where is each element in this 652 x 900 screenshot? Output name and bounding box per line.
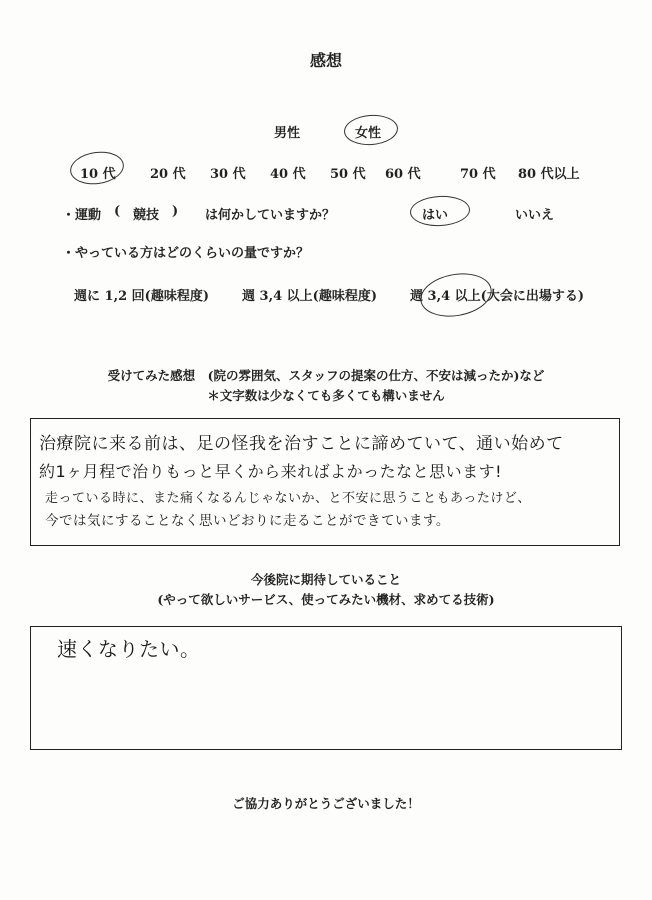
- impression-answer-box: [30, 418, 620, 546]
- sport-word: 競技: [133, 208, 160, 223]
- age-option[interactable]: 30 代: [210, 167, 246, 182]
- expectation-heading: 今後院に期待していること: [250, 572, 401, 587]
- handwritten-answer: 速くなりたい。: [57, 637, 201, 661]
- handwritten-line: 走っている時に、また痛くなるんじゃないか、と不安に思うこともあったけど、: [45, 491, 531, 506]
- amount-option[interactable]: 週 3,4 以上(趣味程度): [242, 289, 377, 304]
- age-option[interactable]: 80 代以上: [518, 167, 580, 182]
- handwritten-line: 約1ヶ月程で治りもっと早くから来ればよかったなと思います!: [39, 462, 503, 481]
- gender-male[interactable]: 男性: [274, 126, 301, 141]
- gender-female[interactable]: 女性: [355, 126, 382, 141]
- amount-question: ・やっている方はどのくらいの量ですか？: [62, 246, 310, 261]
- handwritten-line: 今では気にすることなく思いどおりに走ることができています。: [45, 513, 450, 529]
- selection-circle: [409, 194, 470, 227]
- expectation-subheading: (やって欲しいサービス、使ってみたい機材、求めてる技術): [157, 592, 495, 607]
- handwritten-line: 治療院に来る前は、足の怪我を治すことに諦めていて、通い始めて: [39, 434, 564, 454]
- sport-question-prefix: ・運動: [62, 208, 102, 223]
- answer-yes[interactable]: はい: [422, 208, 449, 223]
- amount-option[interactable]: 週に 1,2 回(趣味程度): [74, 289, 209, 304]
- expectation-answer-box: [30, 626, 622, 750]
- paren-open: (: [114, 204, 121, 219]
- thanks-message: ご協力ありがとうございました！: [232, 796, 420, 811]
- selection-circle: [343, 113, 399, 147]
- age-option[interactable]: 50 代: [330, 167, 366, 182]
- paren-close: ): [172, 204, 179, 219]
- impression-heading: 受けてみた感想 (院の雰囲気、スタッフの提案の仕方、不安は減ったか)など: [107, 368, 545, 383]
- age-option[interactable]: 40 代: [270, 167, 306, 182]
- page-title: 感想: [309, 51, 342, 70]
- age-option[interactable]: 60 代: [385, 167, 421, 182]
- selection-circle: [417, 268, 495, 322]
- age-option[interactable]: 70 代: [460, 167, 496, 182]
- selection-circle: [68, 148, 126, 187]
- age-option[interactable]: 10 代: [80, 167, 116, 182]
- amount-option[interactable]: 週 3,4 以上(大会に出場する): [410, 289, 584, 304]
- impression-note: ＊文字数は少なくても多くても構いません: [207, 388, 445, 403]
- sport-question-suffix: は何かしていますか？: [205, 208, 336, 223]
- age-option[interactable]: 20 代: [150, 167, 186, 182]
- answer-no[interactable]: いいえ: [515, 208, 555, 223]
